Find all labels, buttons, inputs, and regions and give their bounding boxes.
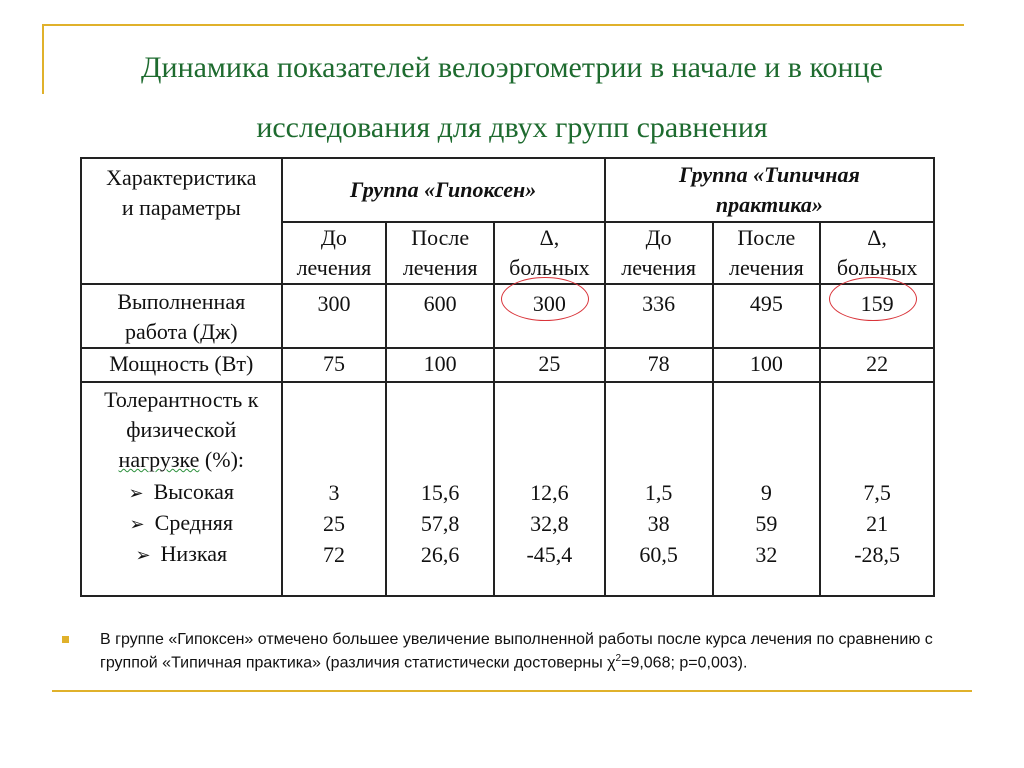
work-row xyxy=(81,284,934,348)
tolerance-values xyxy=(714,477,820,570)
level-medium-label: Средняя xyxy=(154,510,233,535)
tolerance-label xyxy=(81,382,282,596)
frame-bottom-line xyxy=(52,690,972,692)
g1-after-line1: После xyxy=(411,225,470,250)
level-low-label: Низкая xyxy=(160,541,228,566)
tolerance-label-rest: (%): xyxy=(204,447,245,472)
header-row-1 xyxy=(81,158,934,222)
tolerance-values xyxy=(821,477,933,570)
power-g2-delta: 22 xyxy=(820,348,934,382)
note-text-part1: В группе «Гипоксен» отмечено большее увеличение выполненной работы после курса лечения по сравнению с группой «Типичная практика» (различия статистически достоверны χ xyxy=(100,631,933,672)
g2-after-line2: лечения xyxy=(729,255,804,280)
tol-value: 38 xyxy=(647,511,670,536)
tolerance-label-line3 xyxy=(82,445,281,475)
g2-before-line2: лечения xyxy=(621,255,696,280)
tolerance-values xyxy=(387,477,493,570)
g2-before-header xyxy=(605,222,713,284)
group-typical-line1: Группа «Типичная xyxy=(678,162,860,187)
work-g1-after: 600 xyxy=(386,284,494,348)
characteristic-header-line1: Характеристика xyxy=(106,165,257,190)
power-g1-delta: 25 xyxy=(494,348,605,382)
power-row xyxy=(81,348,934,382)
group-hypoxen-header xyxy=(282,158,605,222)
title-line-2: исследования для двух групп сравнения xyxy=(256,111,768,144)
conclusion-text xyxy=(100,630,962,672)
tolerance-values xyxy=(495,477,604,570)
arrow-bullet-icon: ➢ xyxy=(129,514,145,534)
work-g2-delta-highlight xyxy=(861,289,894,319)
power-g2-after: 100 xyxy=(713,348,821,382)
tolerance-g1-after xyxy=(386,382,494,596)
tol-value: -45,4 xyxy=(526,542,573,567)
level-high-label: Высокая xyxy=(153,479,235,504)
characteristic-header xyxy=(81,158,282,284)
work-g1-delta: 300 xyxy=(532,291,566,316)
power-g1-after: 100 xyxy=(386,348,494,382)
tol-value: 21 xyxy=(866,511,889,536)
g1-delta-line1: Δ, xyxy=(539,225,560,250)
tolerance-g2-before xyxy=(605,382,713,596)
g1-after-header xyxy=(386,222,494,284)
level-high xyxy=(82,477,281,508)
tol-value: 1,5 xyxy=(644,480,673,505)
work-label xyxy=(81,284,282,348)
results-table xyxy=(80,157,935,597)
g2-delta-line1: Δ, xyxy=(867,225,887,250)
group-typical-header xyxy=(605,158,934,222)
square-bullet-icon xyxy=(62,636,69,643)
tolerance-g2-delta xyxy=(820,382,934,596)
g1-before-line1: До xyxy=(320,225,347,250)
tolerance-label-line2: физической xyxy=(126,417,237,442)
level-medium xyxy=(82,508,281,539)
g2-after-line1: После xyxy=(737,225,796,250)
tol-value: 32 xyxy=(755,542,778,567)
tol-value: 12,6 xyxy=(530,480,569,505)
tolerance-values xyxy=(606,477,712,570)
tolerance-g1-before xyxy=(282,382,387,596)
g1-after-line2: лечения xyxy=(402,255,478,280)
power-g2-before: 78 xyxy=(605,348,713,382)
tol-value: 26,6 xyxy=(420,542,460,567)
tol-value: 60,5 xyxy=(639,542,678,567)
work-g2-before: 336 xyxy=(605,284,713,348)
work-g1-delta-highlight xyxy=(533,289,566,319)
frame-top-line xyxy=(42,24,964,26)
work-g2-delta-cell xyxy=(820,284,934,348)
g2-delta-header xyxy=(820,222,934,284)
g1-before-line2: лечения xyxy=(296,255,372,280)
characteristic-header-line2: и параметры xyxy=(121,195,241,220)
work-g2-after: 495 xyxy=(713,284,821,348)
tol-value: 3 xyxy=(328,480,340,505)
tol-value: 72 xyxy=(322,542,345,567)
tol-value: 32,8 xyxy=(530,511,569,536)
tol-value: -28,5 xyxy=(854,542,901,567)
g1-delta-header xyxy=(494,222,605,284)
tol-value: 25 xyxy=(322,511,345,536)
tol-value: 59 xyxy=(755,511,778,536)
conclusion-note xyxy=(62,630,962,672)
tol-value: 9 xyxy=(760,480,772,505)
g1-delta-line2: больных xyxy=(509,255,590,280)
power-g1-before: 75 xyxy=(282,348,387,382)
work-label-line1: Выполненная xyxy=(117,289,246,314)
level-low xyxy=(82,539,281,570)
tolerance-g1-delta xyxy=(494,382,605,596)
g2-after-header xyxy=(713,222,821,284)
work-g1-delta-cell xyxy=(494,284,605,348)
tolerance-levels xyxy=(82,477,281,570)
work-label-line2: работа (Дж) xyxy=(124,319,238,344)
tol-value: 15,6 xyxy=(420,480,460,505)
tolerance-g2-after xyxy=(713,382,821,596)
title-line-1: Динамика показателей велоэргометрии в начале и в конце xyxy=(141,51,883,84)
work-g2-delta: 159 xyxy=(860,291,894,316)
group-typical-line2: практика» xyxy=(715,192,823,217)
power-label: Мощность (Вт) xyxy=(81,348,282,382)
group-hypoxen-label: Группа «Гипоксен» xyxy=(350,177,537,202)
tolerance-values xyxy=(283,477,386,570)
g2-before-line1: До xyxy=(645,225,672,250)
tolerance-label-word: нагрузке xyxy=(118,447,200,472)
tolerance-row xyxy=(81,382,934,596)
work-g1-before: 300 xyxy=(282,284,387,348)
tol-value: 57,8 xyxy=(420,511,460,536)
arrow-bullet-icon: ➢ xyxy=(135,545,151,565)
slide-title xyxy=(60,38,964,158)
tol-value: 7,5 xyxy=(863,480,891,505)
note-text-part2: =9,068; p=0,003). xyxy=(621,654,748,672)
g1-before-header xyxy=(282,222,387,284)
tolerance-label-line1: Толерантность к xyxy=(104,387,259,412)
note-superscript: 2 xyxy=(615,653,622,664)
g2-delta-line2: больных xyxy=(836,255,918,280)
arrow-bullet-icon: ➢ xyxy=(128,483,144,503)
frame-left-line xyxy=(42,24,44,94)
